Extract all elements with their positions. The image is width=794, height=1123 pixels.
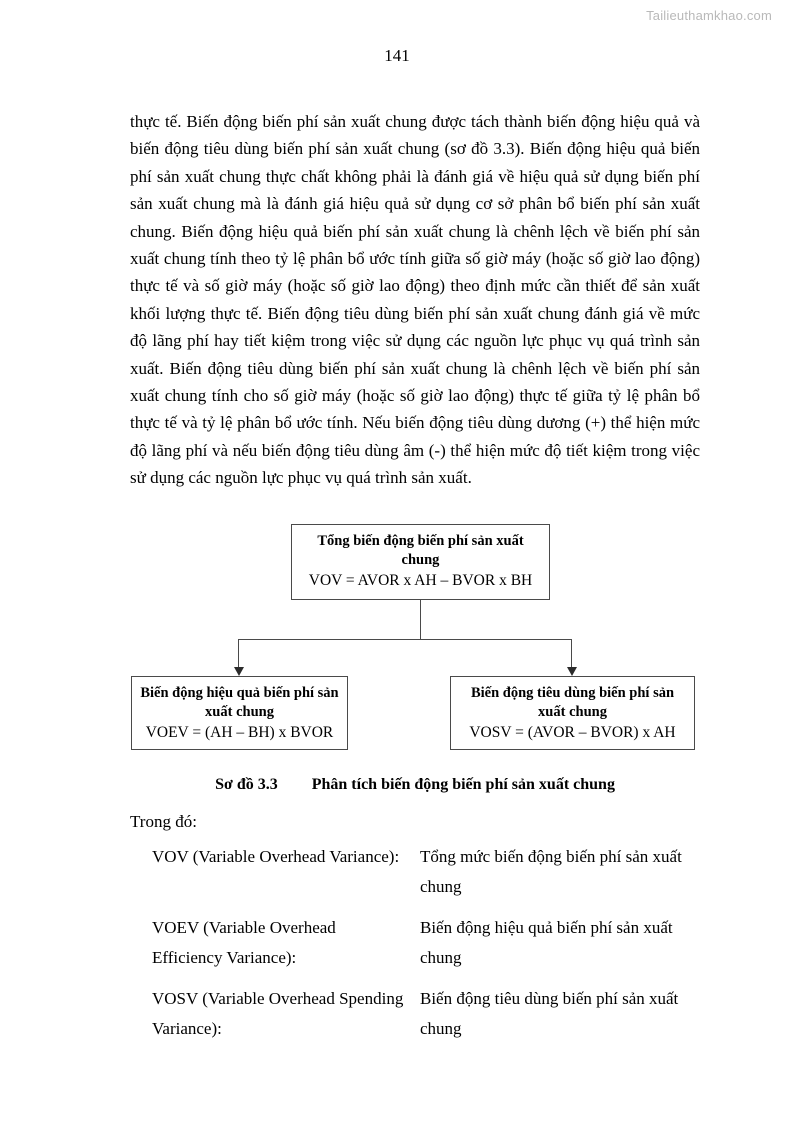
body-paragraph: thực tế. Biến động biến phí sản xuất chung được tách thành biến động hiệu quả và biến động tiêu dùng biến phí sản xuất chung (sơ đồ 3.3). Biến động hiệu quả biến phí sản xuất chung thực chất không phải là đánh giá về hiệu quả sử dụng biến phí sản xuất chung mà là đánh giá hiệu quả sử dụng cơ sở phân bổ biến phí sản xuất chung. Biến động hiệu quả biến phí sản xuất chung là chênh lệch về biến phí sản xuất chung tính theo tỷ lệ phân bổ ước tính giữa số giờ máy (hoặc số giờ lao động) thực tế và số giờ máy (hoặc số giờ lao động) theo định mức cần thiết để sản xuất khối lượng thực tế. Biến động tiêu dùng biến phí sản xuất chung đánh giá về mức độ lãng phí hay tiết kiệm trong việc sử dụng các nguồn lực phục vụ quá trình sản xuất. Biến động tiêu dùng biến phí sản xuất chung là chênh lệch về biến phí sản xuất chung tính cho số giờ máy (hoặc số giờ lao động) thực tế giữa tỷ lệ phân bổ thực tế và tỷ lệ phân bổ ước tính. Nếu biến động tiêu dùng dương (+) thể hiện mức độ lãng phí và nếu biến động tiêu dùng âm (-) thể hiện mức độ tiết kiệm trong việc sử dụng các nguồn lực phục vụ quá trình sản xuất. bbox=[130, 112, 700, 488]
arrow-down-icon-right bbox=[567, 667, 577, 676]
diagram-node-title: Biến động hiệu quả biến phí sản xuất chung bbox=[140, 685, 339, 720]
definition-description: Biến động hiệu quả biến phí sản xuất chung bbox=[420, 918, 673, 967]
arrow-down-icon-left bbox=[234, 667, 244, 676]
figure-caption bbox=[130, 776, 700, 794]
figure-caption-text: Phân tích biến động biến phí sản xuất chung bbox=[311, 776, 615, 793]
definition-description: Tổng mức biến động biến phí sản xuất chung bbox=[420, 847, 682, 896]
watermark: Tailieuthamkhao.com bbox=[646, 8, 772, 23]
abbreviation-definition-list bbox=[152, 842, 700, 1055]
diagram-node-formula: VOEV = (AH – BH) x BVOR bbox=[145, 724, 334, 741]
connector-horizontal-bus bbox=[238, 639, 572, 640]
page-number: 141 bbox=[384, 46, 410, 65]
definition-term: VOEV (Variable Overhead Efficiency Variance): bbox=[152, 918, 336, 967]
diagram-node-formula: VOSV = (AVOR – BVOR) x AH bbox=[469, 724, 676, 741]
list-item bbox=[152, 842, 700, 901]
definition-term: VOV (Variable Overhead Variance): bbox=[152, 847, 400, 866]
connector-drop-right bbox=[571, 639, 572, 668]
connector-stem bbox=[420, 600, 421, 640]
diagram-node-spending-variance bbox=[450, 676, 695, 750]
list-item bbox=[152, 984, 700, 1043]
variance-analysis-diagram bbox=[0, 505, 794, 765]
list-item bbox=[152, 913, 700, 972]
definition-term: VOSV (Variable Overhead Spending Variance): bbox=[152, 989, 404, 1038]
diagram-node-formula: VOV = AVOR x AH – BVOR x BH bbox=[308, 572, 533, 589]
diagram-node-efficiency-variance bbox=[131, 676, 348, 750]
legend-lead-in: Trong đó: bbox=[130, 812, 197, 831]
connector-drop-left bbox=[238, 639, 239, 668]
diagram-node-title: Biến động tiêu dùng biến phí sản xuất chung bbox=[470, 685, 675, 720]
diagram-node-title: Tổng biến động biến phí sản xuất chung bbox=[317, 533, 524, 568]
figure-caption-number: Sơ đồ 3.3 bbox=[215, 776, 278, 793]
diagram-node-total-variance bbox=[291, 524, 550, 600]
definition-description: Biến động tiêu dùng biến phí sản xuất chung bbox=[420, 989, 679, 1038]
